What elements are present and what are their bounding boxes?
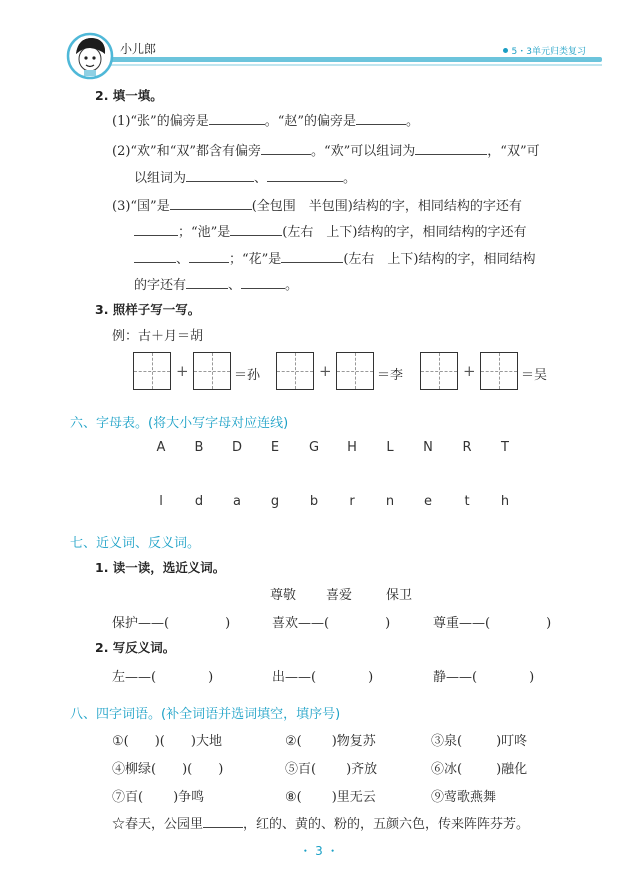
lower-letter[interactable]: d bbox=[194, 494, 204, 509]
q3-result-2: ＝李 bbox=[377, 368, 404, 383]
header-bar bbox=[90, 57, 602, 62]
blank[interactable] bbox=[189, 251, 229, 263]
write-box[interactable] bbox=[193, 352, 231, 390]
plus-sign: + bbox=[463, 362, 476, 380]
antonym-item bbox=[433, 666, 534, 685]
q3-result-3: ＝吴 bbox=[521, 368, 548, 383]
q3-example: 例：古＋月＝胡 bbox=[112, 329, 204, 344]
q2-l3b: 、 bbox=[254, 171, 268, 186]
sentence-end: ，红的、黄的、粉的，五颜六色，传来阵阵芬芳。 bbox=[243, 817, 530, 832]
blank[interactable] bbox=[203, 816, 243, 828]
q2-line2 bbox=[112, 140, 540, 159]
idiom-part: )争鸣 bbox=[173, 790, 205, 805]
blank[interactable] bbox=[134, 224, 178, 236]
q3-title: 3. 照样子写一写。 bbox=[95, 302, 201, 317]
unit-dot-icon bbox=[503, 48, 508, 53]
idiom-item bbox=[285, 786, 376, 805]
lower-letter[interactable]: a bbox=[233, 494, 241, 509]
sec7-title: 七、近义词、反义词。 bbox=[70, 536, 201, 551]
paren-close: ) bbox=[208, 670, 214, 685]
sec7-q2: 2. 写反义词。 bbox=[95, 640, 176, 655]
choice-word: 喜爱 bbox=[326, 588, 353, 603]
q2-l3c: 。 bbox=[343, 171, 357, 186]
idiom-part: ) bbox=[218, 762, 224, 777]
write-box[interactable] bbox=[480, 352, 518, 390]
header-bar-thin bbox=[90, 64, 602, 66]
lower-letter[interactable]: h bbox=[500, 494, 510, 509]
syn-prompt: 保护——( bbox=[112, 616, 170, 631]
blank[interactable] bbox=[134, 251, 176, 263]
syn-prompt: 喜欢——( bbox=[272, 616, 330, 631]
plus-sign: + bbox=[319, 362, 332, 380]
lower-letter[interactable]: r bbox=[349, 494, 355, 509]
idiom-part: )叮咚 bbox=[496, 734, 528, 749]
upper-letter[interactable]: G bbox=[308, 440, 320, 455]
blank[interactable] bbox=[261, 143, 311, 155]
blank[interactable] bbox=[356, 113, 406, 125]
idiom-part: )( bbox=[154, 734, 165, 749]
blank[interactable] bbox=[281, 251, 343, 263]
q3-result-1: ＝孙 bbox=[234, 368, 261, 383]
unit-label bbox=[503, 44, 586, 57]
paren-close: ) bbox=[225, 616, 231, 631]
q2-l5a: ；“池”是 bbox=[178, 225, 231, 240]
q2-line3 bbox=[134, 167, 356, 186]
brand-name: 小儿郎 bbox=[120, 42, 157, 56]
upper-letter[interactable]: B bbox=[194, 440, 204, 455]
synonym-item bbox=[112, 612, 230, 631]
q2-line4 bbox=[112, 195, 522, 214]
idiom-item bbox=[112, 786, 204, 805]
choice-word: 尊敬 bbox=[270, 588, 297, 603]
upper-letter[interactable]: H bbox=[347, 440, 357, 455]
upper-letter[interactable]: A bbox=[156, 440, 166, 455]
unit-text: 5・3单元归类复习 bbox=[511, 47, 586, 57]
blank[interactable] bbox=[415, 143, 487, 155]
lower-letter[interactable]: e bbox=[424, 494, 432, 509]
idiom-part: ②( bbox=[285, 734, 302, 749]
sec6-title: 六、字母表。(将大小写字母对应连线) bbox=[70, 416, 289, 431]
antonym-item bbox=[112, 666, 213, 685]
lower-letter[interactable]: b bbox=[309, 494, 319, 509]
q2-l3a: 以组词为 bbox=[134, 171, 187, 186]
idiom-part: ⑤百( bbox=[285, 762, 317, 777]
synonym-item bbox=[272, 612, 390, 631]
idiom-part: )融化 bbox=[496, 762, 528, 777]
lower-letter[interactable]: t bbox=[464, 494, 470, 509]
q2-l5b: (左右 上下)结构的字，相同结构的字还有 bbox=[282, 225, 527, 240]
idiom-item bbox=[431, 730, 527, 749]
write-box[interactable] bbox=[420, 352, 458, 390]
idiom-part: )里无云 bbox=[331, 790, 376, 805]
idiom-part: ⑦百( bbox=[112, 790, 144, 805]
idiom-part: )齐放 bbox=[346, 762, 378, 777]
write-box[interactable] bbox=[276, 352, 314, 390]
ant-prompt: 出——( bbox=[272, 670, 317, 685]
idiom-part: ①( bbox=[112, 734, 129, 749]
idiom-part: )物复苏 bbox=[331, 734, 376, 749]
blank[interactable] bbox=[230, 224, 282, 236]
idiom-part: )大地 bbox=[190, 734, 222, 749]
idiom-part: ③泉( bbox=[431, 734, 463, 749]
synonym-item bbox=[433, 612, 551, 631]
blank[interactable] bbox=[241, 277, 285, 289]
idiom-item: ⑨莺歌燕舞 bbox=[431, 790, 497, 805]
antonym-item bbox=[272, 666, 373, 685]
idiom-item bbox=[112, 758, 223, 777]
idiom-part: ⑥冰( bbox=[431, 762, 463, 777]
ant-prompt: 左——( bbox=[112, 670, 157, 685]
upper-letter[interactable]: T bbox=[501, 440, 509, 455]
q2-l2a: (2)“欢”和“双”都含有偏旁 bbox=[112, 144, 261, 159]
blank[interactable] bbox=[170, 198, 252, 210]
upper-letter[interactable]: D bbox=[231, 440, 242, 455]
idiom-item bbox=[285, 730, 376, 749]
idiom-part: ⑧( bbox=[285, 790, 302, 805]
paren-close: ) bbox=[529, 670, 535, 685]
upper-letter[interactable]: E bbox=[270, 440, 280, 455]
blank[interactable] bbox=[186, 277, 228, 289]
blank[interactable] bbox=[209, 113, 265, 125]
fill-sentence bbox=[112, 813, 529, 832]
idiom-item bbox=[285, 758, 377, 777]
q2-l4a: (3)“国”是 bbox=[112, 199, 170, 214]
paren-close: ) bbox=[546, 616, 552, 631]
lower-letter[interactable]: l bbox=[159, 494, 163, 509]
plus-sign: + bbox=[176, 362, 189, 380]
q2-l4b: (全包围 半包围)结构的字，相同结构的字还有 bbox=[251, 199, 522, 214]
paren-close: ) bbox=[385, 616, 391, 631]
write-box[interactable] bbox=[336, 352, 374, 390]
choice-word: 保卫 bbox=[386, 588, 413, 603]
boy-mascot-icon bbox=[66, 32, 114, 80]
q2-l2c: ，“双”可 bbox=[487, 144, 540, 159]
q2-line6 bbox=[134, 248, 535, 267]
q2-line1 bbox=[112, 110, 419, 129]
q2-l7a: 的字还有 bbox=[134, 278, 187, 293]
q2-l2b: 。“欢”可以组词为 bbox=[311, 144, 416, 159]
q2-l6c: (左右 上下)结构的字，相同结构 bbox=[343, 252, 536, 267]
idiom-item bbox=[431, 758, 527, 777]
lower-letter[interactable]: g bbox=[270, 494, 280, 509]
sec7-q1: 1. 读一读，选近义词。 bbox=[95, 560, 226, 575]
sentence-start: ☆春天，公园里 bbox=[112, 817, 204, 832]
q2-title: 2. 填一填。 bbox=[95, 88, 163, 103]
blank[interactable] bbox=[267, 170, 343, 182]
upper-letter[interactable]: N bbox=[423, 440, 433, 455]
q2-line5 bbox=[134, 221, 526, 240]
idiom-item bbox=[112, 730, 222, 749]
q2-l1b: 。“赵”的偏旁是 bbox=[264, 114, 357, 129]
write-box[interactable] bbox=[133, 352, 171, 390]
q2-l6b: ；“花”是 bbox=[229, 252, 282, 267]
ant-prompt: 静——( bbox=[433, 670, 478, 685]
q2-l6a: 、 bbox=[176, 252, 190, 267]
idiom-part: )( bbox=[182, 762, 193, 777]
paren-close: ) bbox=[368, 670, 374, 685]
q2-l7b: 、 bbox=[228, 278, 242, 293]
upper-letter[interactable]: R bbox=[462, 440, 472, 455]
page-number: ・ 3 ・ bbox=[299, 844, 339, 858]
q2-line7 bbox=[134, 274, 298, 293]
q2-l7c: 。 bbox=[285, 278, 299, 293]
idiom-part: ④柳绿( bbox=[112, 762, 157, 777]
lower-letter[interactable]: n bbox=[385, 494, 395, 509]
upper-letter[interactable]: L bbox=[386, 440, 394, 455]
syn-prompt: 尊重——( bbox=[433, 616, 491, 631]
blank[interactable] bbox=[186, 170, 254, 182]
sec8-title: 八、四字词语。(补全词语并选词填空，填序号) bbox=[70, 707, 341, 722]
q2-l1a: (1)“张”的偏旁是 bbox=[112, 114, 209, 129]
q2-l1c: 。 bbox=[406, 114, 420, 129]
